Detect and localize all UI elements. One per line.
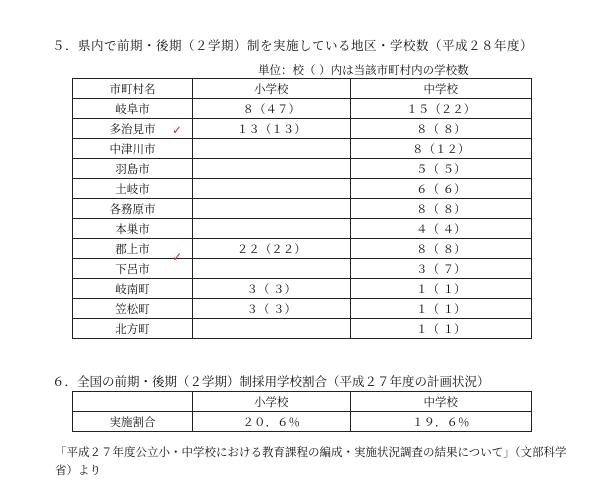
- cell-junior-high: ８（１２）: [350, 139, 531, 159]
- cell-elementary: ２２（２２）: [192, 239, 350, 259]
- section5-title: ５．県内で前期・後期（２学期）制を実施している地区・学校数（平成２８年度）: [52, 38, 534, 53]
- cell-junior-high: ８（ ８）: [350, 199, 531, 219]
- cell-municipality: 多治見市: [73, 119, 193, 139]
- header-junior-high: 中学校: [350, 79, 531, 99]
- rate-header-junior-high: 中学校: [350, 392, 531, 412]
- cell-municipality: 土岐市: [73, 179, 193, 199]
- rate-junior-high: １９．６％: [350, 412, 531, 432]
- cell-junior-high: ８（ ８）: [350, 119, 531, 139]
- check-mark: ✓: [172, 250, 183, 264]
- table-row: [73, 159, 532, 179]
- cell-junior-high: ４（ ４）: [350, 219, 531, 239]
- cell-municipality: 郡上市: [73, 239, 193, 259]
- table-row: [73, 299, 532, 319]
- cell-junior-high: １（ １）: [350, 319, 531, 339]
- table-row: [73, 239, 532, 259]
- cell-municipality: 羽島市: [73, 159, 193, 179]
- cell-elementary: [192, 219, 350, 239]
- table-row: [73, 139, 532, 159]
- cell-junior-high: ６（ ６）: [350, 179, 531, 199]
- cell-junior-high: ８（ ８）: [350, 239, 531, 259]
- unit-note: 単位：校（ ）内は当該市町村内の学校数: [258, 63, 469, 77]
- rate-header-row: [73, 392, 532, 412]
- cell-municipality: 北方町: [73, 319, 193, 339]
- cell-municipality: 岐阜市: [73, 99, 193, 119]
- cell-junior-high: １（ １）: [350, 279, 531, 299]
- school-count-table: [72, 78, 532, 339]
- cell-municipality: 各務原市: [73, 199, 193, 219]
- header-elementary: 小学校: [192, 79, 350, 99]
- cell-junior-high: １５（２２）: [350, 99, 531, 119]
- rate-row: [73, 412, 532, 432]
- cell-junior-high: ３（ ７）: [350, 259, 531, 279]
- rate-row-label: 実施割合: [73, 412, 193, 432]
- table-row: [73, 219, 532, 239]
- check-mark: ✓: [172, 123, 183, 137]
- cell-elementary: [192, 159, 350, 179]
- cell-elementary: ３（ ３）: [192, 279, 350, 299]
- cell-elementary: ３（ ３）: [192, 299, 350, 319]
- cell-municipality: 下呂市: [73, 259, 193, 279]
- source-citation: 「平成２７年度公立小・中学校における教育課程の編成・実施状況調査の結果について」（文部科学省）より: [55, 445, 567, 477]
- cell-municipality: 本巣市: [73, 219, 193, 239]
- rate-header-elementary: 小学校: [192, 392, 350, 412]
- rate-header-blank: [73, 392, 193, 412]
- cell-elementary: [192, 179, 350, 199]
- table-row: [73, 199, 532, 219]
- cell-elementary: [192, 259, 350, 279]
- cell-municipality: 岐南町: [73, 279, 193, 299]
- table-row: [73, 179, 532, 199]
- table-row: [73, 279, 532, 299]
- cell-elementary: [192, 139, 350, 159]
- adoption-rate-table: [72, 391, 532, 432]
- table-row: [73, 259, 532, 279]
- section6-title: ６．全国の前期・後期（２学期）制採用学校割合（平成２７年度の計画状況）: [52, 374, 490, 389]
- cell-elementary: ８（４７）: [192, 99, 350, 119]
- header-municipality: 市町村名: [73, 79, 193, 99]
- table-body: [73, 99, 532, 339]
- cell-elementary: [192, 199, 350, 219]
- table-header-row: [73, 79, 532, 99]
- table-row: [73, 119, 532, 139]
- cell-municipality: 中津川市: [73, 139, 193, 159]
- rate-elementary: ２０．６％: [192, 412, 350, 432]
- cell-junior-high: １（ １）: [350, 299, 531, 319]
- cell-junior-high: ５（ ５）: [350, 159, 531, 179]
- cell-elementary: １３（１３）: [192, 119, 350, 139]
- cell-elementary: [192, 319, 350, 339]
- table-row: [73, 319, 532, 339]
- table-row: [73, 99, 532, 119]
- cell-municipality: 笠松町: [73, 299, 193, 319]
